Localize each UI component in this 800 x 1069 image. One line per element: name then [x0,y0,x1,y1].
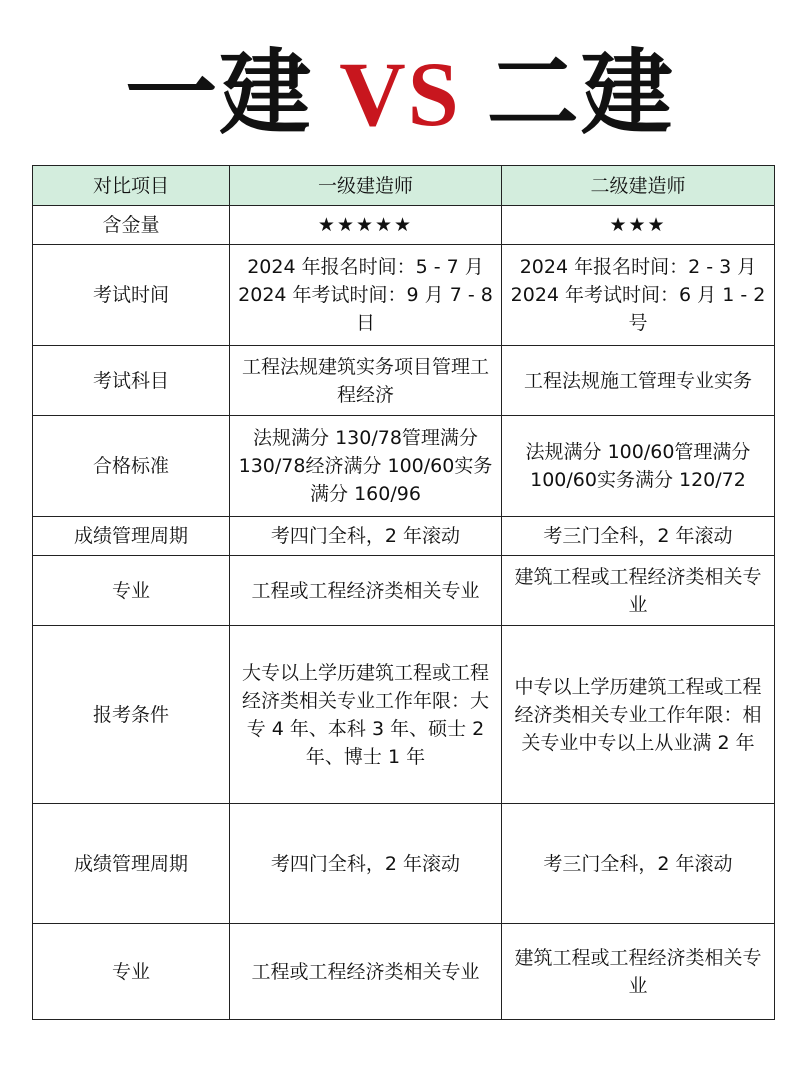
cell-level-two: 考三门全科，2 年滚动 [502,804,775,924]
rating-stars-level-two: ★★★ [502,206,775,245]
cell-level-two: 中专以上学历建筑工程或工程经济类相关专业工作年限：相关专业中专以上从业满 2 年 [502,626,775,804]
row-label: 报考条件 [33,626,230,804]
cell-level-one: 2024 年报名时间：5 - 7 月2024 年考试时间：9 月 7 - 8 日 [230,245,502,346]
table-header-row [33,166,775,206]
row-label: 成绩管理周期 [33,517,230,556]
cell-level-one: 法规满分 130/78管理满分 130/78经济满分 100/60实务满分 160/96 [230,416,502,517]
row-label: 考试时间 [33,245,230,346]
table-row [33,626,775,804]
header-level-two: 二级建造师 [502,166,775,206]
cell-level-one: 考四门全科，2 年滚动 [230,517,502,556]
title-left: 一建 [125,39,314,147]
title-right: 二建 [486,39,675,147]
row-label: 考试科目 [33,346,230,416]
table-row [33,804,775,924]
header-level-one: 一级建造师 [230,166,502,206]
rating-stars-level-one: ★★★★★ [230,206,502,245]
comparison-table [32,165,775,1020]
cell-level-one: 工程或工程经济类相关专业 [230,924,502,1020]
row-label: 含金量 [33,206,230,245]
cell-level-two: 工程法规施工管理专业实务 [502,346,775,416]
header-item: 对比项目 [33,166,230,206]
page-title [0,38,800,148]
table-row [33,416,775,517]
cell-level-two: 建筑工程或工程经济类相关专业 [502,924,775,1020]
row-label: 专业 [33,924,230,1020]
table-row [33,346,775,416]
cell-level-one: 考四门全科，2 年滚动 [230,804,502,924]
cell-level-one: 工程法规建筑实务项目管理工程经济 [230,346,502,416]
cell-level-two: 2024 年报名时间：2 - 3 月 2024 年考试时间：6 月 1 - 2 号 [502,245,775,346]
cell-level-two: 法规满分 100/60管理满分 100/60实务满分 120/72 [502,416,775,517]
title-vs: VS [339,43,461,145]
row-label: 专业 [33,556,230,626]
row-label: 合格标准 [33,416,230,517]
cell-level-two: 考三门全科，2 年滚动 [502,517,775,556]
table-row [33,206,775,245]
row-label: 成绩管理周期 [33,804,230,924]
cell-level-one: 工程或工程经济类相关专业 [230,556,502,626]
table-row [33,517,775,556]
cell-level-one: 大专以上学历建筑工程或工程经济类相关专业工作年限：大专 4 年、本科 3 年、硕士 2 年、博士 1 年 [230,626,502,804]
table-row [33,924,775,1020]
table-row [33,245,775,346]
cell-level-two: 建筑工程或工程经济类相关专业 [502,556,775,626]
table-row [33,556,775,626]
